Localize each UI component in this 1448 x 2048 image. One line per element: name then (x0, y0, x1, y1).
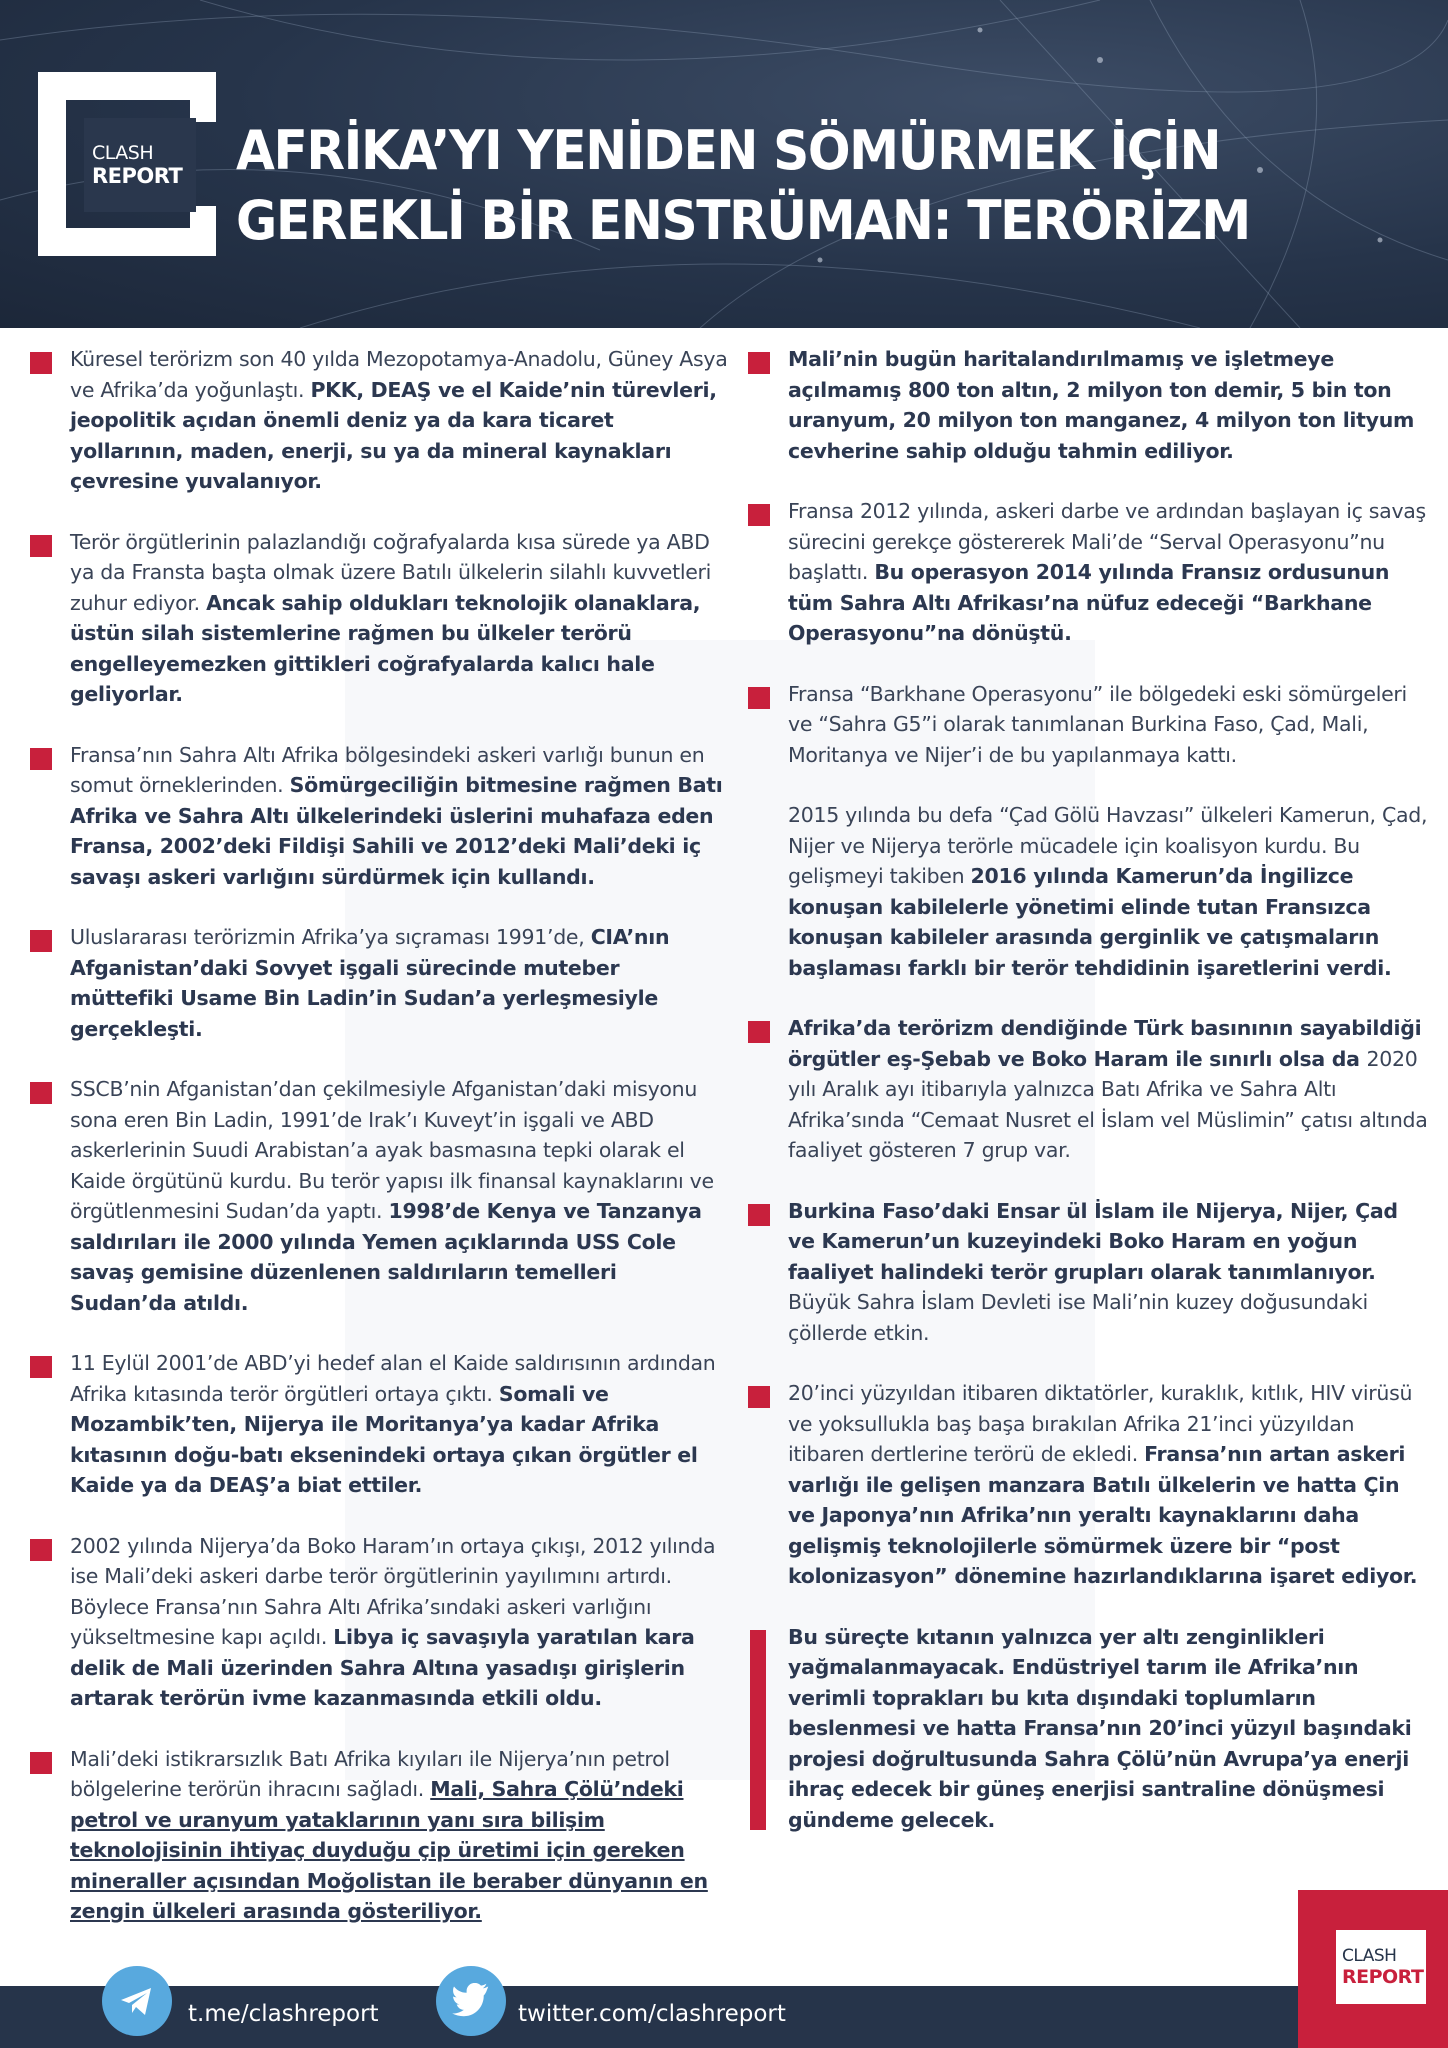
left-column (28, 344, 728, 1927)
logo-text-clash: CLASH (92, 142, 154, 164)
paragraph (746, 496, 1428, 649)
paragraph (746, 344, 1428, 466)
bullet-square-icon (30, 535, 52, 557)
paragraph-text: 11 Eylül 2001’de ABD’yi hedef alan el Kaide saldırısının ardından Afrika kıtasında terör örgütleri ortaya çıktı. (70, 1351, 716, 1406)
paragraph-text: Fransa’nın artan askeri varlığı ile gelişen manzara Batılı ülkelerin ve hatta Çin ve Japonya’nın Afrika’nın yeraltı kaynaklarını daha gelişmiş teknolojilerle sömürmek üzere bir “post kolonizasyon” dönemine hazırlandıklarına işaret ediyor. (788, 1442, 1418, 1588)
paragraph-text: Mali, Sahra Çölü’ndeki petrol ve uranyum yataklarının yanı sıra bilişim teknolojisinin ihtiyaç duyduğu çip üretimi için gereken mineraller açısından Moğolistan ile beraber dünyanın en zengin ülkeleri arasında gösteriliyor. (70, 1777, 708, 1923)
paragraph-text: 1998’de Kenya ve Tanzanya saldırıları ile 2000 yılında Yemen açıklarında USS Cole savaş gemisine düzenlenen saldırıların temelleri Sudan’da atıldı. (70, 1199, 702, 1315)
paragraph-text: Bu operasyon 2014 yılında Fransız ordusunun tüm Sahra Altı Afrikası’na nüfuz edeceği “Barkhane Operasyonu”na dönüştü. (788, 560, 1390, 645)
paragraph-text: Mali’deki istikrarsızlık Batı Afrika kıyıları ile Nijerya’nın petrol bölgelerine terörün ihracını sağladı. (70, 1746, 670, 1801)
paragraph-text: 2015 yılında bu defa “Çad Gölü Havzası” ülkeleri Kamerun, Çad, Nijer ve Nijerya terörle mücadele için koalisyon kurdu. Bu gelişmeyi takiben (788, 803, 1428, 888)
logo-text-report: REPORT (92, 164, 183, 188)
bullet-square-icon (30, 1539, 52, 1561)
paragraph (746, 800, 1428, 983)
small-logo-text-report: REPORT (1342, 1966, 1424, 1988)
paragraph (28, 1744, 728, 1927)
paragraph-text: 2020 yılı Aralık ayı itibarıyla yalnızca Batı Afrika ve Sahra Altı Afrika’sında “Cemaat Nusret el İslam vel Müslimin” çatısı altında faaliyet gösteren 7 grup var. (788, 1046, 1428, 1162)
accent-bar-icon (750, 1630, 766, 1830)
twitter-link[interactable]: twitter.com/clashreport (518, 2001, 786, 2027)
paragraph-text: Büyük Sahra İslam Devleti ise Mali’nin kuzey doğusundaki çöllerde etkin. (788, 1290, 1368, 1345)
paragraph (746, 679, 1428, 771)
bullet-square-icon (748, 352, 770, 374)
paragraph-text: Somali ve Mozambik’ten, Nijerya ile Moritanya’ya kadar Afrika kıtasının doğu-batı eksenindeki ortaya çıkan örgütler el Kaide ya da DEAŞ’a biat ettiler. (70, 1381, 698, 1497)
paragraph-text: Terör örgütlerinin palazlandığı coğrafyalarda kısa sürede ya ABD ya da Fransta başta olmak üzere Batılı ülkelerin silahlı kuvvetleri zuhur ediyor. (70, 529, 712, 615)
right-column (746, 344, 1428, 1835)
paragraph-text: Fransa’nın Sahra Altı Afrika bölgesindeki askeri varlığı bunun en somut örneklerinden. (70, 742, 705, 797)
page-title (236, 116, 1333, 256)
title-line-2: GEREKLİ BİR ENSTRÜMAN: TERÖRİZM (236, 189, 1250, 252)
paragraph-text: SSCB’nin Afganistan’dan çekilmesiyle Afganistan’daki misyonu sona eren Bin Ladin, 1991’de Irak’ı Kuveyt’in işgali ve ABD askerlerinin Suudi Arabistan’a ayak basmasına tepki olarak el Kaide örgütünü kurdu. Bu terör yapısı ilk finansal kaynaklarını ve örgütlenmesini Sudan’da yaptı. (70, 1077, 714, 1223)
paragraph-text: Uluslararası terörizmin Afrika’ya sıçraması 1991’de, (70, 925, 591, 949)
twitter-icon[interactable] (436, 1966, 506, 2036)
bullet-square-icon (30, 1356, 52, 1378)
paragraph-text: Fransa “Barkhane Operasyonu” ile bölgedeki eski sömürgeleri ve “Sahra G5”i olarak tanımlanan Burkina Faso, Çad, Mali, Moritanya ve Nijer’i de bu yapılanmaya kattı. (788, 681, 1407, 767)
paragraph (28, 1531, 728, 1714)
paragraph (746, 1196, 1428, 1349)
small-logo-box (1336, 1930, 1426, 2004)
paragraph (746, 1013, 1428, 1166)
paragraph (28, 740, 728, 893)
bullet-square-icon (748, 504, 770, 526)
paragraph-text: Burkina Faso’daki Ensar ül İslam ile Nijerya, Nijer, Çad ve Kamerun’un kuzeyindeki Boko Haram en yoğun faaliyet halindeki terör grupları olarak tanımlanıyor. (788, 1198, 1398, 1284)
bullet-square-icon (30, 748, 52, 770)
title-line-1: AFRİKA’YI YENİDEN SÖMÜRMEK İÇİN (236, 119, 1221, 182)
header-banner (0, 0, 1448, 328)
clash-report-small-logo (1298, 1890, 1448, 2048)
bullet-square-icon (30, 352, 52, 374)
paragraph-text: Fransa 2012 yılında, askeri darbe ve ardından başlayan iç savaş sürecini gerekçe göstererek Mali’de “Serval Operasyonu”nu başlattı. (788, 499, 1426, 584)
paragraph-text: 2016 yılında Kamerun’da İngilizce konuşan kabilelerle yönetimi elinde tutan Fransızca konuşan kabileler arasında gerginlik ve çatışmaların başlaması farklı bir terör tehdidinin işaretlerini verdi. (788, 864, 1392, 980)
paragraph (28, 1348, 728, 1501)
paragraph (28, 922, 728, 1044)
paragraph-text: Küresel terörizm son 40 yılda Mezopotamya-Anadolu, Güney Asya ve Afrika’da yoğunlaştı. (70, 347, 728, 402)
paragraph-text: Libya iç savaşıyla yaratılan kara delik de Mali üzerinden Sahra Altına yasadışı girişlerin artarak terörün ivme kazanmasında etkili oldu. (70, 1625, 695, 1710)
paragraph-text: CIA’nın Afganistan’daki Sovyet işgali sürecinde muteber müttefiki Usame Bin Ladin’in Sudan’a yerleşmesiyle gerçekleşti. (70, 925, 670, 1041)
paragraph-text: Mali’nin bugün haritalandırılmamış ve işletmeye açılmamış 800 ton altın, 2 milyon ton demir, 5 bin ton uranyum, 20 milyon ton manganez, 4 milyon ton lityum cevherine sahip olduğu tahmin ediliyor. (788, 347, 1415, 463)
paragraph (746, 1622, 1428, 1836)
bullet-square-icon (748, 687, 770, 709)
paragraph-text: Bu süreçte kıtanın yalnızca yer altı zenginlikleri yağmalanmayacak. Endüstriyel tarım ile Afrika’nın verimli toprakları bu kıta dışındaki toplumların beslenmesi ve hatta Fransa’nın 20’inci yüzyıl başındaki projesi doğrultusunda Sahra Çölü’nün Avrupa’ya enerji ihraç edecek bir güneş enerjisi santraline dönüşmesi gündeme gelecek. (788, 1624, 1412, 1832)
paragraph-text: 20’inci yüzyıldan itibaren diktatörler, kuraklık, kıtlık, HIV virüsü ve yoksullukla baş başa bırakılan Afrika 21’inci yüzyıldan itibaren dertlerine terörü de ekledi. (788, 1381, 1413, 1466)
bullet-square-icon (30, 930, 52, 952)
paragraph-text: 2002 yılında Nijerya’da Boko Haram’ın ortaya çıkışı, 2012 yılında ise Mali’deki askeri darbe terör örgütlerinin yayılımını artırdı. Böylece Fransa’nın Sahra Altı Afrika’sındaki askeri varlığını yükseltmesine kapı açıldı. (70, 1533, 716, 1649)
telegram-glyph (117, 1981, 157, 2021)
clash-report-logo (84, 118, 196, 212)
bullet-square-icon (748, 1021, 770, 1043)
paragraph-text: PKK, DEAŞ ve el Kaide’nin türevleri, jeopolitik açıdan önemli deniz ya da kara ticaret yollarının, maden, enerji, su ya da mineral kaynakları çevresine yuvalanıyor. (70, 377, 717, 493)
paragraph (28, 527, 728, 710)
telegram-icon[interactable] (102, 1966, 172, 2036)
paragraph-text: Ancak sahip oldukları teknolojik olanaklara, üstün silah sistemlerine rağmen bu ülkeler terörü engelleyemezken gittikleri coğrafyalarda kalıcı hale geliyorlar. (70, 590, 701, 706)
paragraph (28, 344, 728, 497)
paragraph (28, 1074, 728, 1318)
paragraph-text: Sömürgeciliğin bitmesine rağmen Batı Afrika ve Sahra Altı ülkelerindeki üslerini muhafaza eden Fransa, 2002’deki Fildişi Sahili ve 2012’deki Mali’deki iç savaşı askeri varlığını sürdürmek için kullandı. (70, 773, 723, 889)
small-logo-text-clash: CLASH (1342, 1946, 1397, 1966)
bullet-square-icon (748, 1386, 770, 1408)
bullet-square-icon (30, 1082, 52, 1104)
paragraph (746, 1378, 1428, 1592)
telegram-link[interactable]: t.me/clashreport (188, 2001, 379, 2027)
bullet-square-icon (748, 1204, 770, 1226)
twitter-glyph (451, 1983, 491, 2019)
paragraph-text: Afrika’da terörizm dendiğinde Türk basınının sayabildiği örgütler eş-Şebab ve Boko Haram ile sınırlı olsa da (788, 1016, 1422, 1071)
bullet-square-icon (30, 1752, 52, 1774)
